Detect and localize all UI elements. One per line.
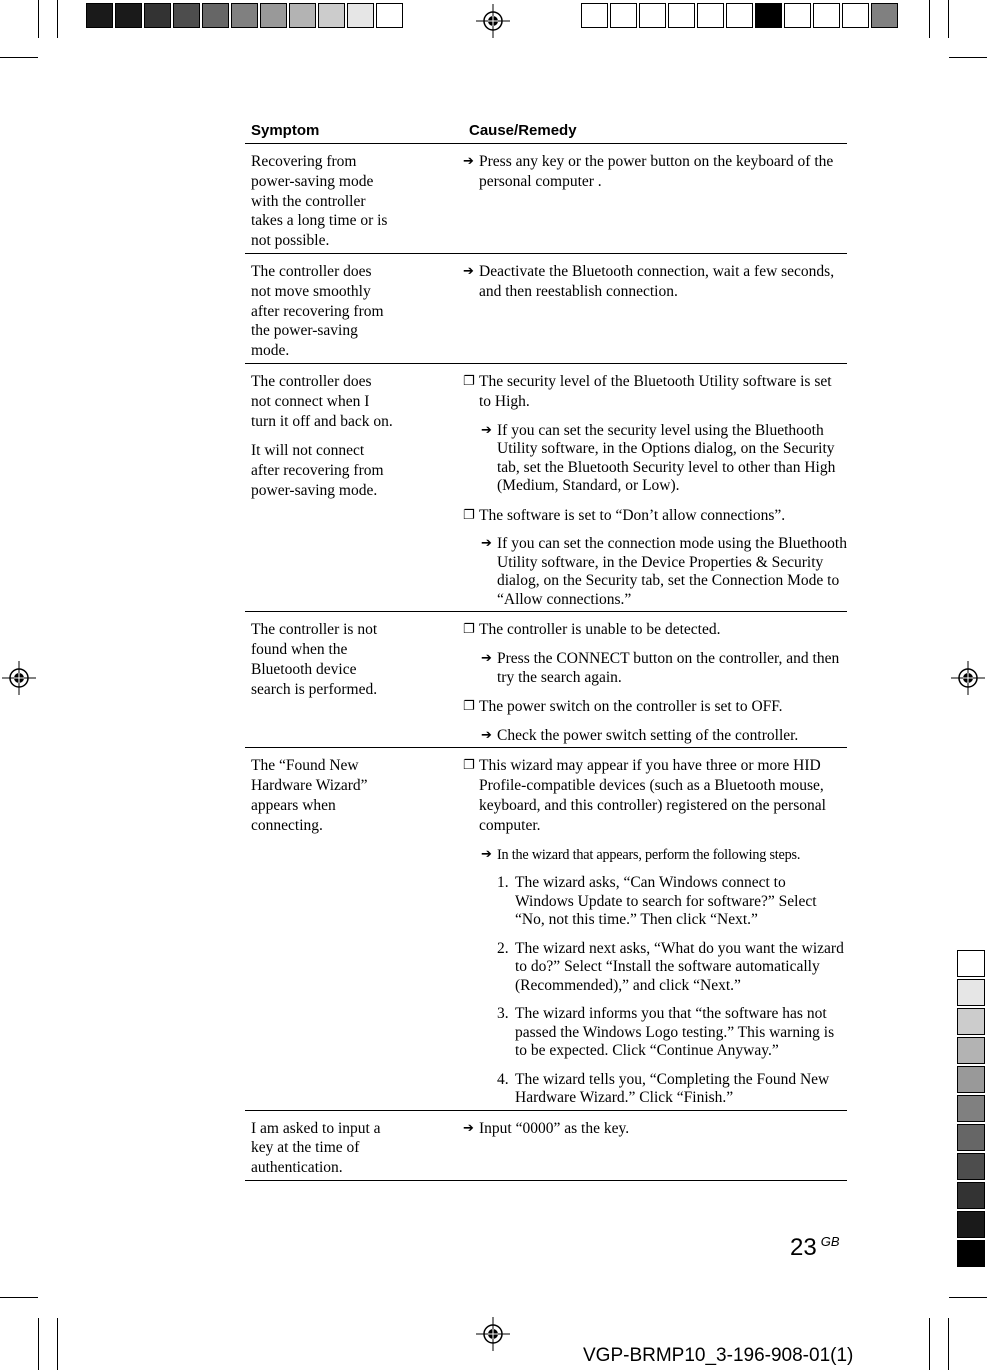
- crop-mark: [949, 1297, 987, 1298]
- cause-item: [463, 372, 847, 412]
- color-swatch: [639, 3, 666, 28]
- gray-scale-bar-left: [86, 3, 405, 28]
- remedy-item: [463, 650, 847, 687]
- remedy-text: The wizard tells you, “Completing the Found New Hardware Wizard.” Click “Finish.”: [515, 1070, 830, 1107]
- arrow-icon: ➔: [481, 422, 492, 438]
- arrow-icon: ➔: [481, 846, 492, 862]
- arrow-icon: ➔: [481, 727, 492, 743]
- color-swatch: [115, 3, 142, 28]
- crop-mark: [0, 57, 38, 58]
- step-item: [463, 940, 847, 996]
- remedy-item: [463, 846, 847, 865]
- color-swatch: [957, 1153, 985, 1180]
- remedy-cell: [463, 748, 847, 1109]
- cause-item: [463, 620, 847, 640]
- color-swatch: [231, 3, 258, 28]
- gray-scale-bar-right: [581, 3, 900, 28]
- remedy-item: [463, 535, 847, 609]
- table-row: [245, 612, 847, 748]
- color-swatch: [726, 3, 753, 28]
- remedy-cell: [463, 1111, 847, 1180]
- color-swatch: [784, 3, 811, 28]
- remedy-item: [463, 1119, 847, 1139]
- remedy-cell: [463, 144, 847, 253]
- registration-target-icon: [476, 1317, 510, 1351]
- remedy-text: Input “0000” as the key.: [479, 1119, 630, 1137]
- remedy-text: The wizard next asks, “What do you want the wizard to do?” Select “Install the software automatically (Recommended),” and click “Next.”: [515, 939, 844, 994]
- color-swatch: [86, 3, 113, 28]
- page-number-value: 23: [790, 1234, 817, 1261]
- symptom-text: Recovering from power-saving mode with the controller takes a long time or is not possible.: [251, 153, 388, 250]
- color-swatch: [668, 3, 695, 28]
- color-swatch: [957, 1211, 985, 1238]
- color-swatch: [260, 3, 287, 28]
- symptom-text: The controller does not connect when I turn it off and back on.: [251, 372, 393, 430]
- remedy-text: The software is set to “Don’t allow connections”.: [479, 506, 786, 524]
- color-swatch: [610, 3, 637, 28]
- color-swatch: [173, 3, 200, 28]
- color-swatch: [957, 1066, 985, 1093]
- step-item: [463, 874, 847, 930]
- step-number: 3.: [497, 1005, 509, 1023]
- remedy-text: If you can set the connection mode using the Bluethooth Utility software, in the Device Properties & Security dialog, on the Security tab, set the Connection Mode to “Allow connections.”: [497, 535, 847, 608]
- symptom-text: I am asked to input a key at the time of authentication.: [251, 1119, 381, 1177]
- remedy-text: The wizard informs you that “the software has not passed the Windows Logo testing.” This warning is to be expected. Click “Continue Anyway.”: [515, 1005, 835, 1060]
- troubleshooting-table: [245, 116, 847, 1181]
- crop-mark: [38, 1318, 39, 1370]
- remedy-text: Check the power switch setting of the controller.: [497, 726, 799, 744]
- remedy-cell: [463, 612, 847, 747]
- symptom-text: The controller does not move smoothly after recovering from the power-saving mode.: [251, 262, 384, 360]
- remedy-text: If you can set the security level using the Bluethooth Utility software, in the Options dialog, on the Security tab, set the Bluetooth Security level to other than High (Medium, Standard, or Low).: [497, 421, 836, 495]
- crop-mark: [948, 0, 949, 38]
- registration-target-icon: [2, 661, 36, 695]
- symptom-cell: [245, 748, 463, 1109]
- remedy-item: [463, 152, 847, 192]
- arrow-icon: ➔: [463, 263, 474, 279]
- remedy-text: In the wizard that appears, perform the following steps.: [497, 846, 801, 863]
- remedy-cell: [463, 254, 847, 363]
- color-swatch: [202, 3, 229, 28]
- table-row: [245, 1111, 847, 1181]
- step-number: 2.: [497, 939, 509, 957]
- page-lang: GB: [820, 1234, 840, 1249]
- color-swatch: [957, 1240, 985, 1267]
- remedy-text: This wizard may appear if you have three or more HID Profile-compatible devices (such as a Bluetooth mouse, keyboard, and this controller) registered on the personal computer.: [479, 757, 826, 834]
- color-swatch: [318, 3, 345, 28]
- color-swatch: [347, 3, 374, 28]
- symptom-header: Symptom: [251, 122, 320, 139]
- crop-mark: [929, 0, 930, 38]
- color-swatch: [957, 1037, 985, 1064]
- remedy-header: Cause/Remedy: [469, 122, 577, 139]
- checkbox-bullet-icon: ❐: [463, 373, 475, 389]
- remedy-text: Press the CONNECT button on the controller, and then try the search again.: [497, 650, 840, 686]
- symptom-cell: [245, 1111, 463, 1180]
- table-row: [245, 144, 847, 254]
- arrow-icon: ➔: [481, 651, 492, 667]
- checkbox-bullet-icon: ❐: [463, 699, 475, 715]
- remedy-item: [463, 262, 847, 302]
- symptom-cell: [245, 254, 463, 363]
- arrow-icon: ➔: [481, 536, 492, 552]
- color-swatch: [957, 979, 985, 1006]
- crop-mark: [57, 0, 58, 38]
- arrow-icon: ➔: [463, 1120, 474, 1136]
- crop-mark: [949, 57, 987, 58]
- color-swatch: [697, 3, 724, 28]
- remedy-text: The security level of the Bluetooth Utility software is set to High.: [479, 372, 832, 410]
- table-row: [245, 254, 847, 364]
- color-swatch: [289, 3, 316, 28]
- registration-target-icon: [951, 661, 985, 695]
- crop-mark: [929, 1318, 930, 1370]
- remedy-item: [463, 727, 847, 746]
- symptom-text: The controller is not found when the Bluetooth device search is performed.: [251, 621, 378, 698]
- remedy-text: The controller is unable to be detected.: [479, 621, 721, 639]
- color-swatch: [957, 1008, 985, 1035]
- crop-mark: [57, 1318, 58, 1370]
- table-row: [245, 364, 847, 612]
- symptom-text: It will not connect after recovering from power-saving mode.: [251, 442, 384, 499]
- crop-mark: [0, 1297, 38, 1298]
- table-row: [245, 748, 847, 1110]
- arrow-icon: ➔: [463, 154, 474, 169]
- color-swatch: [957, 950, 985, 977]
- remedy-text: Press any key or the power button on the keyboard of the personal computer .: [479, 153, 834, 190]
- page-number: [790, 1234, 840, 1262]
- cause-item: [463, 697, 847, 717]
- symptom-text: The “Found New Hardware Wizard” appears when connecting.: [251, 757, 368, 834]
- cause-item: [463, 756, 847, 835]
- checkbox-bullet-icon: ❐: [463, 622, 475, 638]
- table-body: [245, 144, 847, 1181]
- step-number: 4.: [497, 1070, 509, 1088]
- document-code: VGP-BRMP10_3-196-908-01(1): [583, 1345, 854, 1366]
- crop-mark: [948, 1318, 949, 1370]
- remedy-text: The power switch on the controller is set to OFF.: [479, 698, 783, 716]
- crop-mark: [38, 0, 39, 38]
- step-item: [463, 1005, 847, 1061]
- gray-scale-bar-side: [957, 950, 985, 1269]
- color-swatch: [842, 3, 869, 28]
- registration-target-icon: [476, 4, 510, 38]
- step-item: [463, 1071, 847, 1108]
- remedy-cell: [463, 364, 847, 611]
- step-number: 1.: [497, 874, 509, 892]
- cause-item: [463, 506, 847, 526]
- color-swatch: [755, 3, 782, 28]
- checkbox-bullet-icon: ❐: [463, 758, 475, 774]
- remedy-text: Deactivate the Bluetooth connection, wait a few seconds, and then reestablish connection.: [479, 262, 835, 300]
- color-swatch: [144, 3, 171, 28]
- color-swatch: [871, 3, 898, 28]
- remedy-item: [463, 422, 847, 496]
- remedy-text: The wizard asks, “Can Windows connect to Windows Update to search for software?” Select “No, not this time.” Then click “Next.”: [515, 874, 817, 929]
- color-swatch: [957, 1124, 985, 1151]
- symptom-cell: [245, 144, 463, 253]
- color-swatch: [957, 1182, 985, 1209]
- color-swatch: [376, 3, 403, 28]
- color-swatch: [581, 3, 608, 28]
- symptom-cell: [245, 612, 463, 747]
- color-swatch: [813, 3, 840, 28]
- color-swatch: [957, 1095, 985, 1122]
- table-header: [245, 116, 847, 144]
- checkbox-bullet-icon: ❐: [463, 507, 475, 523]
- symptom-cell: [245, 364, 463, 611]
